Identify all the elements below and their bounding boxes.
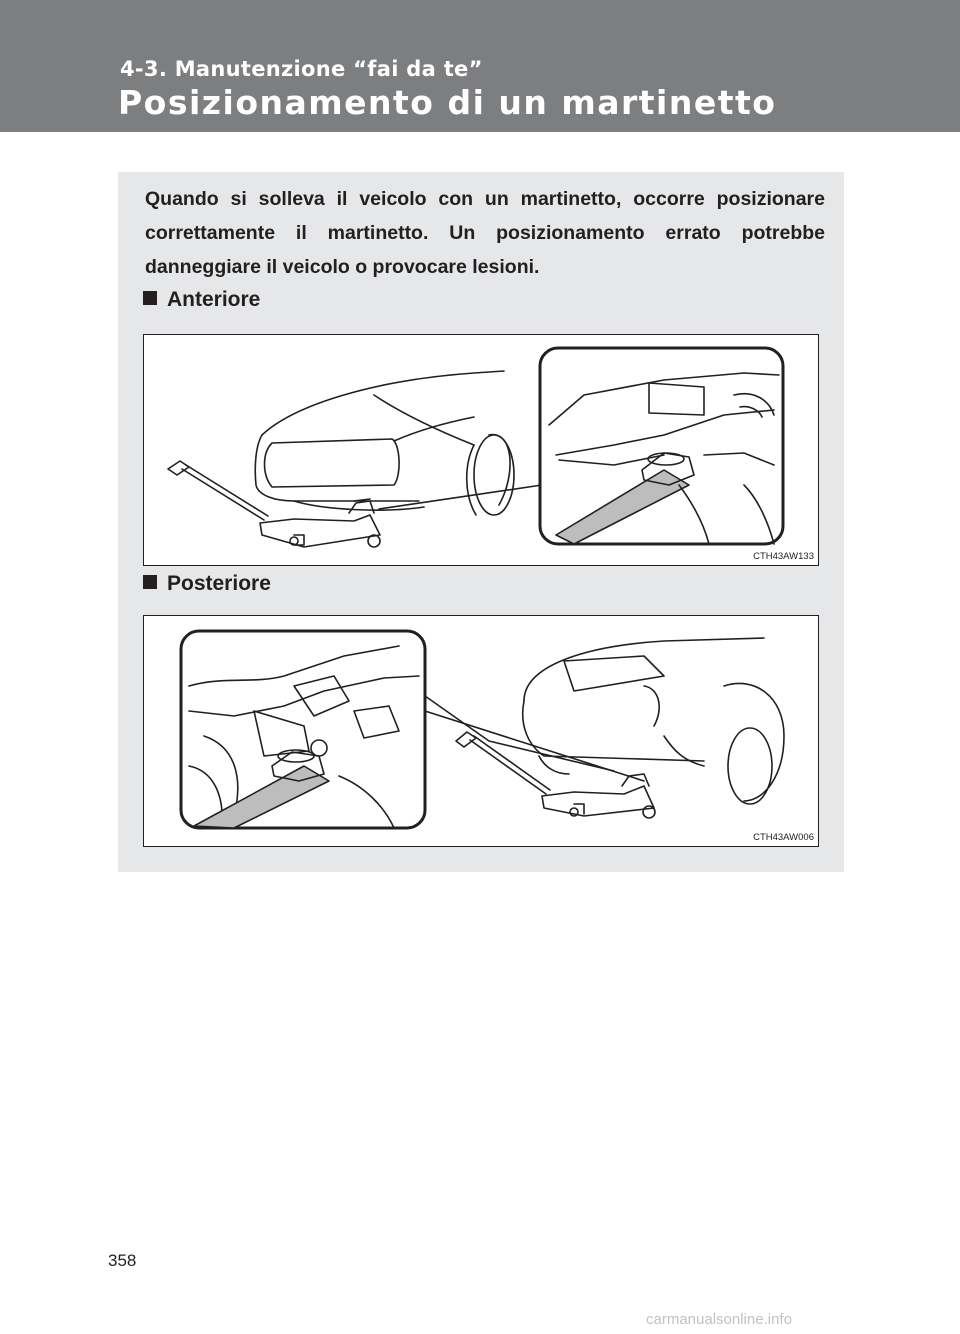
front-jack-illustration [143, 334, 819, 566]
watermark: carmanualsonline.info [646, 1311, 792, 1328]
page-number: 358 [108, 1251, 137, 1270]
rear-jack-illustration [143, 615, 819, 847]
subheading-front [143, 288, 260, 312]
rear-jack-drawing [144, 616, 818, 846]
subheading-rear [143, 572, 271, 596]
square-bullet-icon [143, 575, 157, 589]
square-bullet-icon [143, 291, 157, 305]
figure-code-front: CTH43AW133 [753, 551, 814, 562]
page-title: Posizionamento di un martinetto [118, 83, 777, 122]
subheading-rear-label: Posteriore [167, 572, 271, 595]
intro-paragraph: Quando si solleva il veicolo con un martinetto, occorre posizionare correttamente il martinetto. Un posizionamento errato potrebbe danneggiare il veicolo o provocare lesioni. [145, 188, 825, 278]
section-label: 4-3. Manutenzione “fai da te” [120, 57, 483, 81]
figure-code-rear: CTH43AW006 [753, 832, 814, 843]
front-jack-drawing [144, 335, 818, 565]
subheading-front-label: Anteriore [167, 288, 261, 311]
section-header-bar [0, 0, 960, 132]
